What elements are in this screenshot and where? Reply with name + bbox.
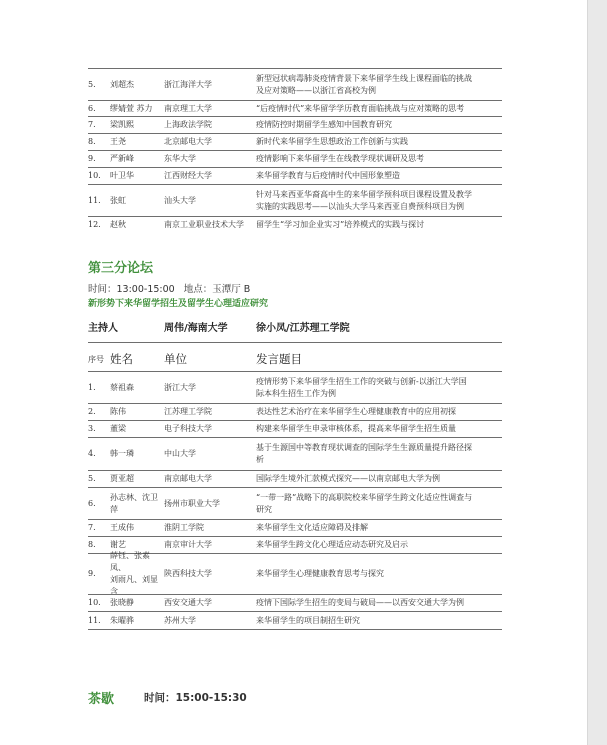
speaker-unit <box>164 537 254 553</box>
table-row <box>88 116 502 133</box>
row-number <box>88 595 108 611</box>
speech-topic <box>256 185 502 216</box>
speech-topic-line: 来华留学生心理健康教育思考与探究 <box>256 569 384 578</box>
speaker-unit-text: 淮阴工学院 <box>164 523 204 532</box>
row-number <box>88 101 108 116</box>
speaker-unit <box>164 520 254 536</box>
speaker-unit <box>164 69 254 100</box>
speaker-unit <box>164 168 254 184</box>
speaker-name-text: 蔡祖森 <box>110 382 134 392</box>
row-number <box>88 134 108 150</box>
row-number <box>88 69 108 100</box>
speech-topic-line: 研究 <box>256 504 272 514</box>
header-num: 序号 <box>88 355 104 364</box>
row-number-text: 2. <box>88 407 96 416</box>
speaker-unit-text: 南京工业职业技术大学 <box>164 219 244 229</box>
speaker-name-text: 梁凯熙 <box>110 120 134 129</box>
speaker-unit <box>164 372 254 403</box>
speaker-name-text: 王尧 <box>110 137 126 146</box>
speaker-name <box>110 404 160 420</box>
row-number-text: 10. <box>88 171 101 180</box>
table-row <box>88 100 502 116</box>
session2-speaker-table <box>88 68 502 232</box>
speech-topic <box>256 151 502 167</box>
speaker-unit-text: 扬州市职业大学 <box>164 498 220 508</box>
speaker-unit-text: 西安交通大学 <box>164 598 212 607</box>
row-number-text: 9. <box>88 569 96 578</box>
speech-topic <box>256 537 502 553</box>
row-number <box>88 168 108 184</box>
speaker-unit-text: 江西财经大学 <box>164 171 212 180</box>
speaker-unit-text: 南京审计大学 <box>164 540 212 549</box>
speech-topic <box>256 372 502 403</box>
table-row <box>88 216 502 232</box>
speaker-unit-text: 南京理工大学 <box>164 103 212 113</box>
time-value: 13:00-15:00 <box>116 284 175 295</box>
speech-topic-line: 来华留学教育与后疫情时代中国形象塑造 <box>256 171 400 180</box>
row-number <box>88 421 108 437</box>
table-header <box>88 342 502 371</box>
speech-topic <box>256 520 502 536</box>
speech-topic-line: 及应对策略——以浙江省高校为例 <box>256 85 376 95</box>
row-number <box>88 438 108 470</box>
speech-topic <box>256 117 502 133</box>
speaker-name <box>110 185 160 216</box>
speaker-unit <box>164 134 254 150</box>
table-row <box>88 420 502 437</box>
header-topic: 发言题目 <box>256 352 302 366</box>
row-number-text: 11. <box>88 615 101 625</box>
speaker-name-line: 刘雨凡、刘显 <box>110 575 158 584</box>
tea-break-time <box>144 690 247 705</box>
row-number <box>88 217 108 232</box>
row-number-text: 8. <box>88 137 96 146</box>
speaker-name-text: 严新峰 <box>110 154 134 163</box>
speech-topic-line: “一带一路”战略下的高职院校来华留学生跨文化适应性调查与 <box>256 492 473 502</box>
section3-time-place <box>88 281 250 295</box>
tea-break <box>88 688 247 707</box>
speaker-name <box>110 217 160 232</box>
speech-topic <box>256 217 502 232</box>
row-number-text: 10. <box>88 598 101 607</box>
speech-topic <box>256 488 502 519</box>
speech-topic-line: 疫情下国际学生招生的变局与破局——以西安交通大学为例 <box>256 598 464 607</box>
row-number <box>88 117 108 133</box>
speaker-name <box>110 438 160 470</box>
row-number-text: 7. <box>88 523 96 532</box>
speaker-name <box>110 168 160 184</box>
speech-topic-line: 国际学生境外汇款模式探究——以南京邮电大学为例 <box>256 474 440 483</box>
table-row <box>88 487 502 519</box>
row-number-text: 6. <box>88 498 96 508</box>
row-number-text: 9. <box>88 154 96 163</box>
table-row <box>88 519 502 536</box>
speaker-name-text: 韩一璘 <box>110 449 134 458</box>
speaker-unit-text: 江苏理工学院 <box>164 407 212 416</box>
table-row <box>88 167 502 184</box>
speaker-unit <box>164 554 254 594</box>
host-2: 徐小凤/江苏理工学院 <box>256 323 350 334</box>
speaker-unit-text: 浙江大学 <box>164 382 196 392</box>
tea-time-value: 15:00-15:30 <box>175 692 247 704</box>
speech-topic <box>256 554 502 594</box>
row-number-text: 8. <box>88 540 96 549</box>
host-1: 周伟/海南大学 <box>164 323 228 334</box>
speech-topic-line: 疫情形势下来华留学生招生工作的突破与创新-以浙江大学国 <box>256 376 467 386</box>
speech-topic <box>256 404 502 420</box>
speech-topic-line: 构建来华留学生申录审核体系，提高来华留学生招生质量 <box>256 424 456 433</box>
speaker-name <box>110 551 160 596</box>
speaker-name-line: 孙志林、沈卫 <box>110 492 158 502</box>
row-number-text: 1. <box>88 382 96 392</box>
tea-time-label: 时间： <box>144 692 176 704</box>
table-row <box>88 68 502 100</box>
row-number-text: 7. <box>88 120 96 129</box>
speaker-name <box>110 151 160 167</box>
speech-topic-line: 实施的实践思考——以汕头大学马来西亚自费预科项目为例 <box>256 201 464 211</box>
speaker-name-text: 贾亚超 <box>110 474 134 483</box>
speaker-name-text: 缪婧萱 苏力 <box>110 103 153 113</box>
speaker-name <box>110 488 160 519</box>
speaker-unit <box>164 151 254 167</box>
speaker-unit <box>164 217 254 232</box>
row-number-text: 6. <box>88 103 96 113</box>
speech-topic <box>256 421 502 437</box>
speech-topic <box>256 134 502 150</box>
speaker-name <box>110 612 160 629</box>
row-number-text: 5. <box>88 79 96 89</box>
speech-topic-line: 新时代来华留学生思想政治工作创新与实践 <box>256 137 408 146</box>
row-number <box>88 488 108 519</box>
speaker-name-text: 张晓静 <box>110 598 134 607</box>
speaker-unit-text: 电子科技大学 <box>164 424 212 433</box>
speech-topic <box>256 101 502 116</box>
speech-topic-line: 析 <box>256 455 264 464</box>
speech-topic-line: 来华留学生文化适应障碍及排解 <box>256 523 368 532</box>
speech-topic <box>256 471 502 487</box>
speech-topic-line: 留学生“学习加企业实习”培养模式的实践与探讨 <box>256 219 425 229</box>
speaker-name-text: 赵秋 <box>110 219 126 229</box>
row-number <box>88 185 108 216</box>
table-row <box>88 553 502 594</box>
row-number <box>88 404 108 420</box>
header-unit: 单位 <box>164 352 187 366</box>
speech-topic-line: 基于生源国中等教育现状调查的国际学生生源质量提升路径探 <box>256 443 472 452</box>
tea-break-title: 茶歇 <box>88 692 115 707</box>
speech-topic-line: 疫情防控时期留学生感知中国教育研究 <box>256 120 392 129</box>
section3-title: 第三分论坛 <box>88 261 154 276</box>
speech-topic <box>256 168 502 184</box>
speaker-unit <box>164 185 254 216</box>
row-number-text: 12. <box>88 219 101 229</box>
speech-topic-line: 针对马来西亚华裔高中生的来华留学预科项目课程设置及教学 <box>256 189 472 199</box>
header-name: 姓名 <box>110 352 133 366</box>
speech-topic-line: 来华留学生的项目制招生研究 <box>256 615 360 625</box>
speaker-name-text: 朱曜骅 <box>110 615 134 625</box>
speaker-name <box>110 471 160 487</box>
time-label: 时间： <box>88 284 117 295</box>
speaker-name <box>110 421 160 437</box>
table-row <box>88 403 502 420</box>
row-number-text: 5. <box>88 474 96 483</box>
speaker-unit-text: 汕头大学 <box>164 195 196 205</box>
speech-topic-line: 新型冠状病毒肺炎疫情背景下来华留学生线上课程面临的挑战 <box>256 73 472 83</box>
speaker-unit <box>164 471 254 487</box>
speaker-name-text: 王成伟 <box>110 523 134 532</box>
speaker-name-text: 董梁 <box>110 424 126 433</box>
table-row <box>88 184 502 216</box>
row-number <box>88 372 108 403</box>
speaker-name-text: 陈伟 <box>110 407 126 416</box>
speech-topic-line: 来华留学生跨文化心理适应动态研究及启示 <box>256 540 408 549</box>
row-number <box>88 151 108 167</box>
speaker-name-text: 张虹 <box>110 195 126 205</box>
speaker-unit <box>164 438 254 470</box>
table-row <box>88 133 502 150</box>
speaker-name-line: 薛钰、张素凤、 <box>110 551 150 572</box>
table-row <box>88 470 502 487</box>
speaker-name-text: 叶卫华 <box>110 171 134 180</box>
host-label: 主持人 <box>88 323 118 334</box>
speaker-name-line: 萍 <box>110 504 118 514</box>
table-row <box>88 371 502 403</box>
session3-speaker-table <box>88 371 502 630</box>
speech-topic-line: “后疫情时代”来华留学学历教育面临挑战与应对策略的思考 <box>256 103 465 113</box>
row-number <box>88 612 108 629</box>
speech-topic <box>256 612 502 629</box>
speaker-name <box>110 372 160 403</box>
speaker-name <box>110 134 160 150</box>
section3-subtitle: 新形势下来华留学招生及留学生心理适应研究 <box>88 299 269 309</box>
speaker-name-line: 含 <box>110 587 118 596</box>
speech-topic <box>256 438 502 470</box>
speaker-name <box>110 117 160 133</box>
speaker-name <box>110 595 160 611</box>
speaker-name-text: 刘超杰 <box>110 79 134 89</box>
speech-topic-line: 疫情影响下来华留学生在线教学现状调研及思考 <box>256 154 424 163</box>
speaker-unit <box>164 488 254 519</box>
speaker-unit-text: 南京邮电大学 <box>164 474 212 483</box>
speaker-unit <box>164 404 254 420</box>
row-number <box>88 554 108 594</box>
table-row <box>88 611 502 630</box>
speaker-name <box>110 101 160 116</box>
speaker-unit-text: 苏州大学 <box>164 615 196 625</box>
table-row <box>88 594 502 611</box>
place-value: 玉潭厅 B <box>212 284 251 295</box>
row-number-text: 3. <box>88 424 96 433</box>
speaker-unit-text: 上海政法学院 <box>164 120 212 129</box>
row-number-text: 11. <box>88 195 101 205</box>
speaker-unit <box>164 595 254 611</box>
row-number <box>88 520 108 536</box>
place-label: 地点： <box>183 284 213 295</box>
row-number <box>88 471 108 487</box>
speaker-name-text: 谢艺 <box>110 540 126 549</box>
host-row <box>88 316 502 336</box>
table-row <box>88 437 502 470</box>
speaker-unit <box>164 612 254 629</box>
speech-topic <box>256 595 502 611</box>
speaker-unit-text: 陕西科技大学 <box>164 569 212 578</box>
speech-topic <box>256 69 502 100</box>
row-number-text: 4. <box>88 449 96 458</box>
speaker-unit <box>164 117 254 133</box>
speaker-unit-text: 中山大学 <box>164 449 196 458</box>
speaker-name <box>110 520 160 536</box>
speaker-unit <box>164 421 254 437</box>
table-row <box>88 150 502 167</box>
speaker-unit-text: 东华大学 <box>164 154 196 163</box>
speaker-name <box>110 69 160 100</box>
speech-topic-line: 表达性艺术治疗在来华留学生心理健康教育中的应用初探 <box>256 407 456 416</box>
speaker-unit-text: 北京邮电大学 <box>164 137 212 146</box>
speaker-unit <box>164 101 254 116</box>
speaker-unit-text: 浙江海洋大学 <box>164 79 212 89</box>
row-number <box>88 537 108 553</box>
speech-topic-line: 际本科生招生工作为例 <box>256 388 336 398</box>
